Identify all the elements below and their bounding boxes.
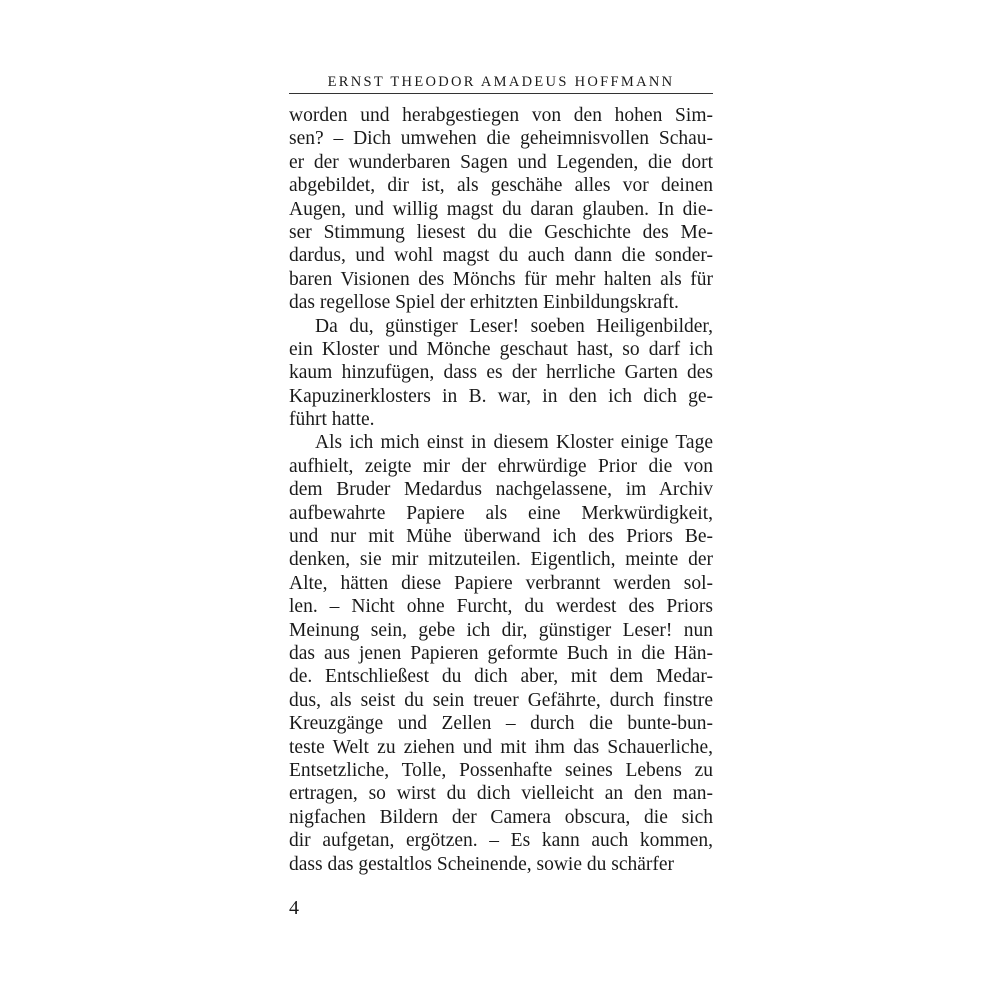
text-line: Kreuzgänge und Zellen – durch die bunte-bun- <box>289 713 713 735</box>
text-line: baren Visionen des Mönchs für mehr halten als für <box>289 268 713 290</box>
text-line: dem Bruder Medardus nachgelassene, im Archiv <box>289 479 713 501</box>
text-line: dass das gestaltlos Scheinende, sowie du schärfer <box>289 853 675 875</box>
header-rule <box>289 93 713 94</box>
book-page <box>289 72 713 876</box>
text-line: aufbewahrte Papiere als eine Merkwürdigkeit, <box>289 502 713 524</box>
text-line: und nur mit Mühe überwand ich des Priors Be- <box>289 526 713 548</box>
text-line: kaum hinzufügen, dass es der herrliche Garten des <box>289 362 713 384</box>
body-text <box>289 104 713 876</box>
page-number: 4 <box>289 897 299 919</box>
text-line: len. – Nicht ohne Furcht, du werdest des Priors <box>289 596 713 618</box>
text-line: Als ich mich einst in diesem Kloster einige Tage <box>315 432 713 454</box>
text-line: de. Entschließest du dich aber, mit dem Medar- <box>289 666 713 688</box>
text-line: führt hatte. <box>289 409 375 431</box>
text-line: worden und herabgestiegen von den hohen Sim- <box>289 105 713 126</box>
text-line: Alte, hätten diese Papiere verbrannt werden sol- <box>289 572 713 594</box>
text-line: ser Stimmung liesest du die Geschichte des Me- <box>289 221 713 243</box>
text-line: aufhielt, zeigte mir der ehrwürdige Prior die von <box>289 455 713 477</box>
text-line: dardus, und wohl magst du auch dann die sonder- <box>289 245 713 267</box>
text-line: nigfachen Bildern der Camera obscura, die sich <box>289 806 713 828</box>
text-line: Entsetzliche, Tolle, Possenhafte seines Lebens zu <box>289 759 713 781</box>
running-head: ERNST THEODOR AMADEUS HOFFMANN <box>327 74 675 90</box>
text-line: Augen, und willig magst du daran glauben. In die- <box>289 198 713 220</box>
text-line: das aus jenen Papieren geformte Buch in die Hän- <box>289 642 713 664</box>
text-line: teste Welt zu ziehen und mit ihm das Schauerliche, <box>289 736 713 758</box>
text-line: sen? – Dich umwehen die geheimnisvollen Schau- <box>289 128 713 150</box>
paragraph <box>289 104 713 315</box>
text-line: denken, sie mir mitzuteilen. Eigentlich, meinte der <box>289 549 713 571</box>
text-line: dus, als seist du sein treuer Gefährte, durch finstre <box>289 689 713 711</box>
text-line: abgebildet, dir ist, als geschähe alles vor deinen <box>289 175 713 197</box>
text-line: er der wunderbaren Sagen und Legenden, die dort <box>289 151 713 173</box>
text-line: Kapuzinerklosters in B. war, in den ich dich ge- <box>289 385 713 407</box>
text-line: dir aufgetan, ergötzen. – Es kann auch kommen, <box>289 830 713 852</box>
text-line: Da du, günstiger Leser! soeben Heiligenbilder, <box>315 315 713 337</box>
paragraph <box>289 315 713 432</box>
paragraph <box>289 431 713 875</box>
text-line: ein Kloster und Mönche geschaut hast, so darf ich <box>289 338 713 360</box>
text-line: Meinung sein, gebe ich dir, günstiger Leser! nun <box>289 619 713 641</box>
text-line: das regellose Spiel der erhitzten Einbildungskraft. <box>289 292 679 314</box>
text-line: ertragen, so wirst du dich vielleicht an den man- <box>289 783 713 805</box>
